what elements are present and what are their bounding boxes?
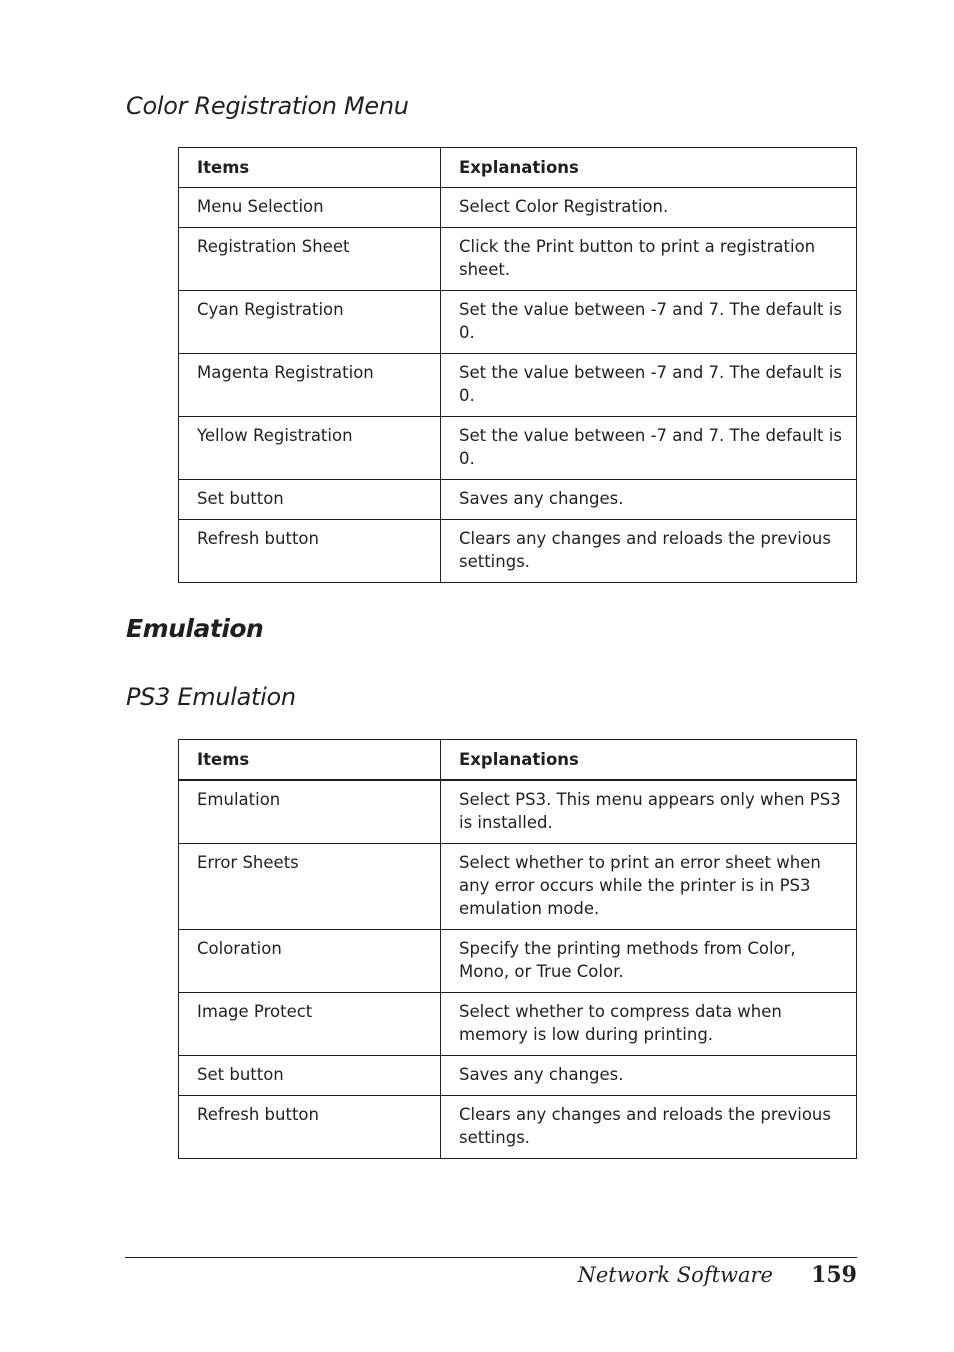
item-cell: Registration Sheet xyxy=(179,228,441,291)
explanation-cell: Saves any changes. xyxy=(441,480,857,520)
section-title-emulation: Emulation xyxy=(126,614,264,643)
item-cell: Refresh button xyxy=(179,520,441,583)
table-header-row xyxy=(179,740,857,781)
table-row xyxy=(179,993,857,1056)
item-cell: Coloration xyxy=(179,930,441,993)
table-row xyxy=(179,1056,857,1096)
color-registration-table xyxy=(178,147,857,583)
explanation-cell: Clears any changes and reloads the previous settings. xyxy=(441,520,857,583)
explanation-cell: Click the Print button to print a registration sheet. xyxy=(441,228,857,291)
explanation-cell: Select Color Registration. xyxy=(441,188,857,228)
table-row xyxy=(179,844,857,930)
item-cell: Magenta Registration xyxy=(179,354,441,417)
table-row xyxy=(179,188,857,228)
column-header-explanations: Explanations xyxy=(441,148,857,188)
page-number: 159 xyxy=(811,1262,857,1288)
item-cell: Cyan Registration xyxy=(179,291,441,354)
item-cell: Refresh button xyxy=(179,1096,441,1159)
table-row xyxy=(179,780,857,844)
item-cell: Set button xyxy=(179,1056,441,1096)
item-cell: Emulation xyxy=(179,780,441,844)
item-cell: Set button xyxy=(179,480,441,520)
item-cell: Menu Selection xyxy=(179,188,441,228)
explanation-cell: Clears any changes and reloads the previous settings. xyxy=(441,1096,857,1159)
section-title-color-registration: Color Registration Menu xyxy=(126,92,409,120)
explanation-cell: Set the value between -7 and 7. The default is 0. xyxy=(441,417,857,480)
explanation-cell: Select whether to print an error sheet when any error occurs while the printer is in PS3 emulation mode. xyxy=(441,844,857,930)
table-row xyxy=(179,520,857,583)
footer-divider xyxy=(125,1257,857,1258)
table-row xyxy=(179,291,857,354)
section-title-ps3-emulation: PS3 Emulation xyxy=(126,683,296,711)
table-row xyxy=(179,930,857,993)
item-cell: Error Sheets xyxy=(179,844,441,930)
table-row xyxy=(179,480,857,520)
explanation-cell: Set the value between -7 and 7. The default is 0. xyxy=(441,291,857,354)
item-cell: Image Protect xyxy=(179,993,441,1056)
table-row xyxy=(179,417,857,480)
column-header-items: Items xyxy=(179,148,441,188)
table-row xyxy=(179,354,857,417)
table-header-row xyxy=(179,148,857,188)
column-header-explanations: Explanations xyxy=(441,740,857,781)
explanation-cell: Specify the printing methods from Color, Mono, or True Color. xyxy=(441,930,857,993)
ps3-emulation-table xyxy=(178,739,857,1159)
table-row xyxy=(179,228,857,291)
column-header-items: Items xyxy=(179,740,441,781)
explanation-cell: Saves any changes. xyxy=(441,1056,857,1096)
table-row xyxy=(179,1096,857,1159)
explanation-cell: Select whether to compress data when memory is low during printing. xyxy=(441,993,857,1056)
item-cell: Yellow Registration xyxy=(179,417,441,480)
footer-chapter-title: Network Software xyxy=(577,1263,773,1287)
explanation-cell: Set the value between -7 and 7. The default is 0. xyxy=(441,354,857,417)
explanation-cell: Select PS3. This menu appears only when PS3 is installed. xyxy=(441,780,857,844)
